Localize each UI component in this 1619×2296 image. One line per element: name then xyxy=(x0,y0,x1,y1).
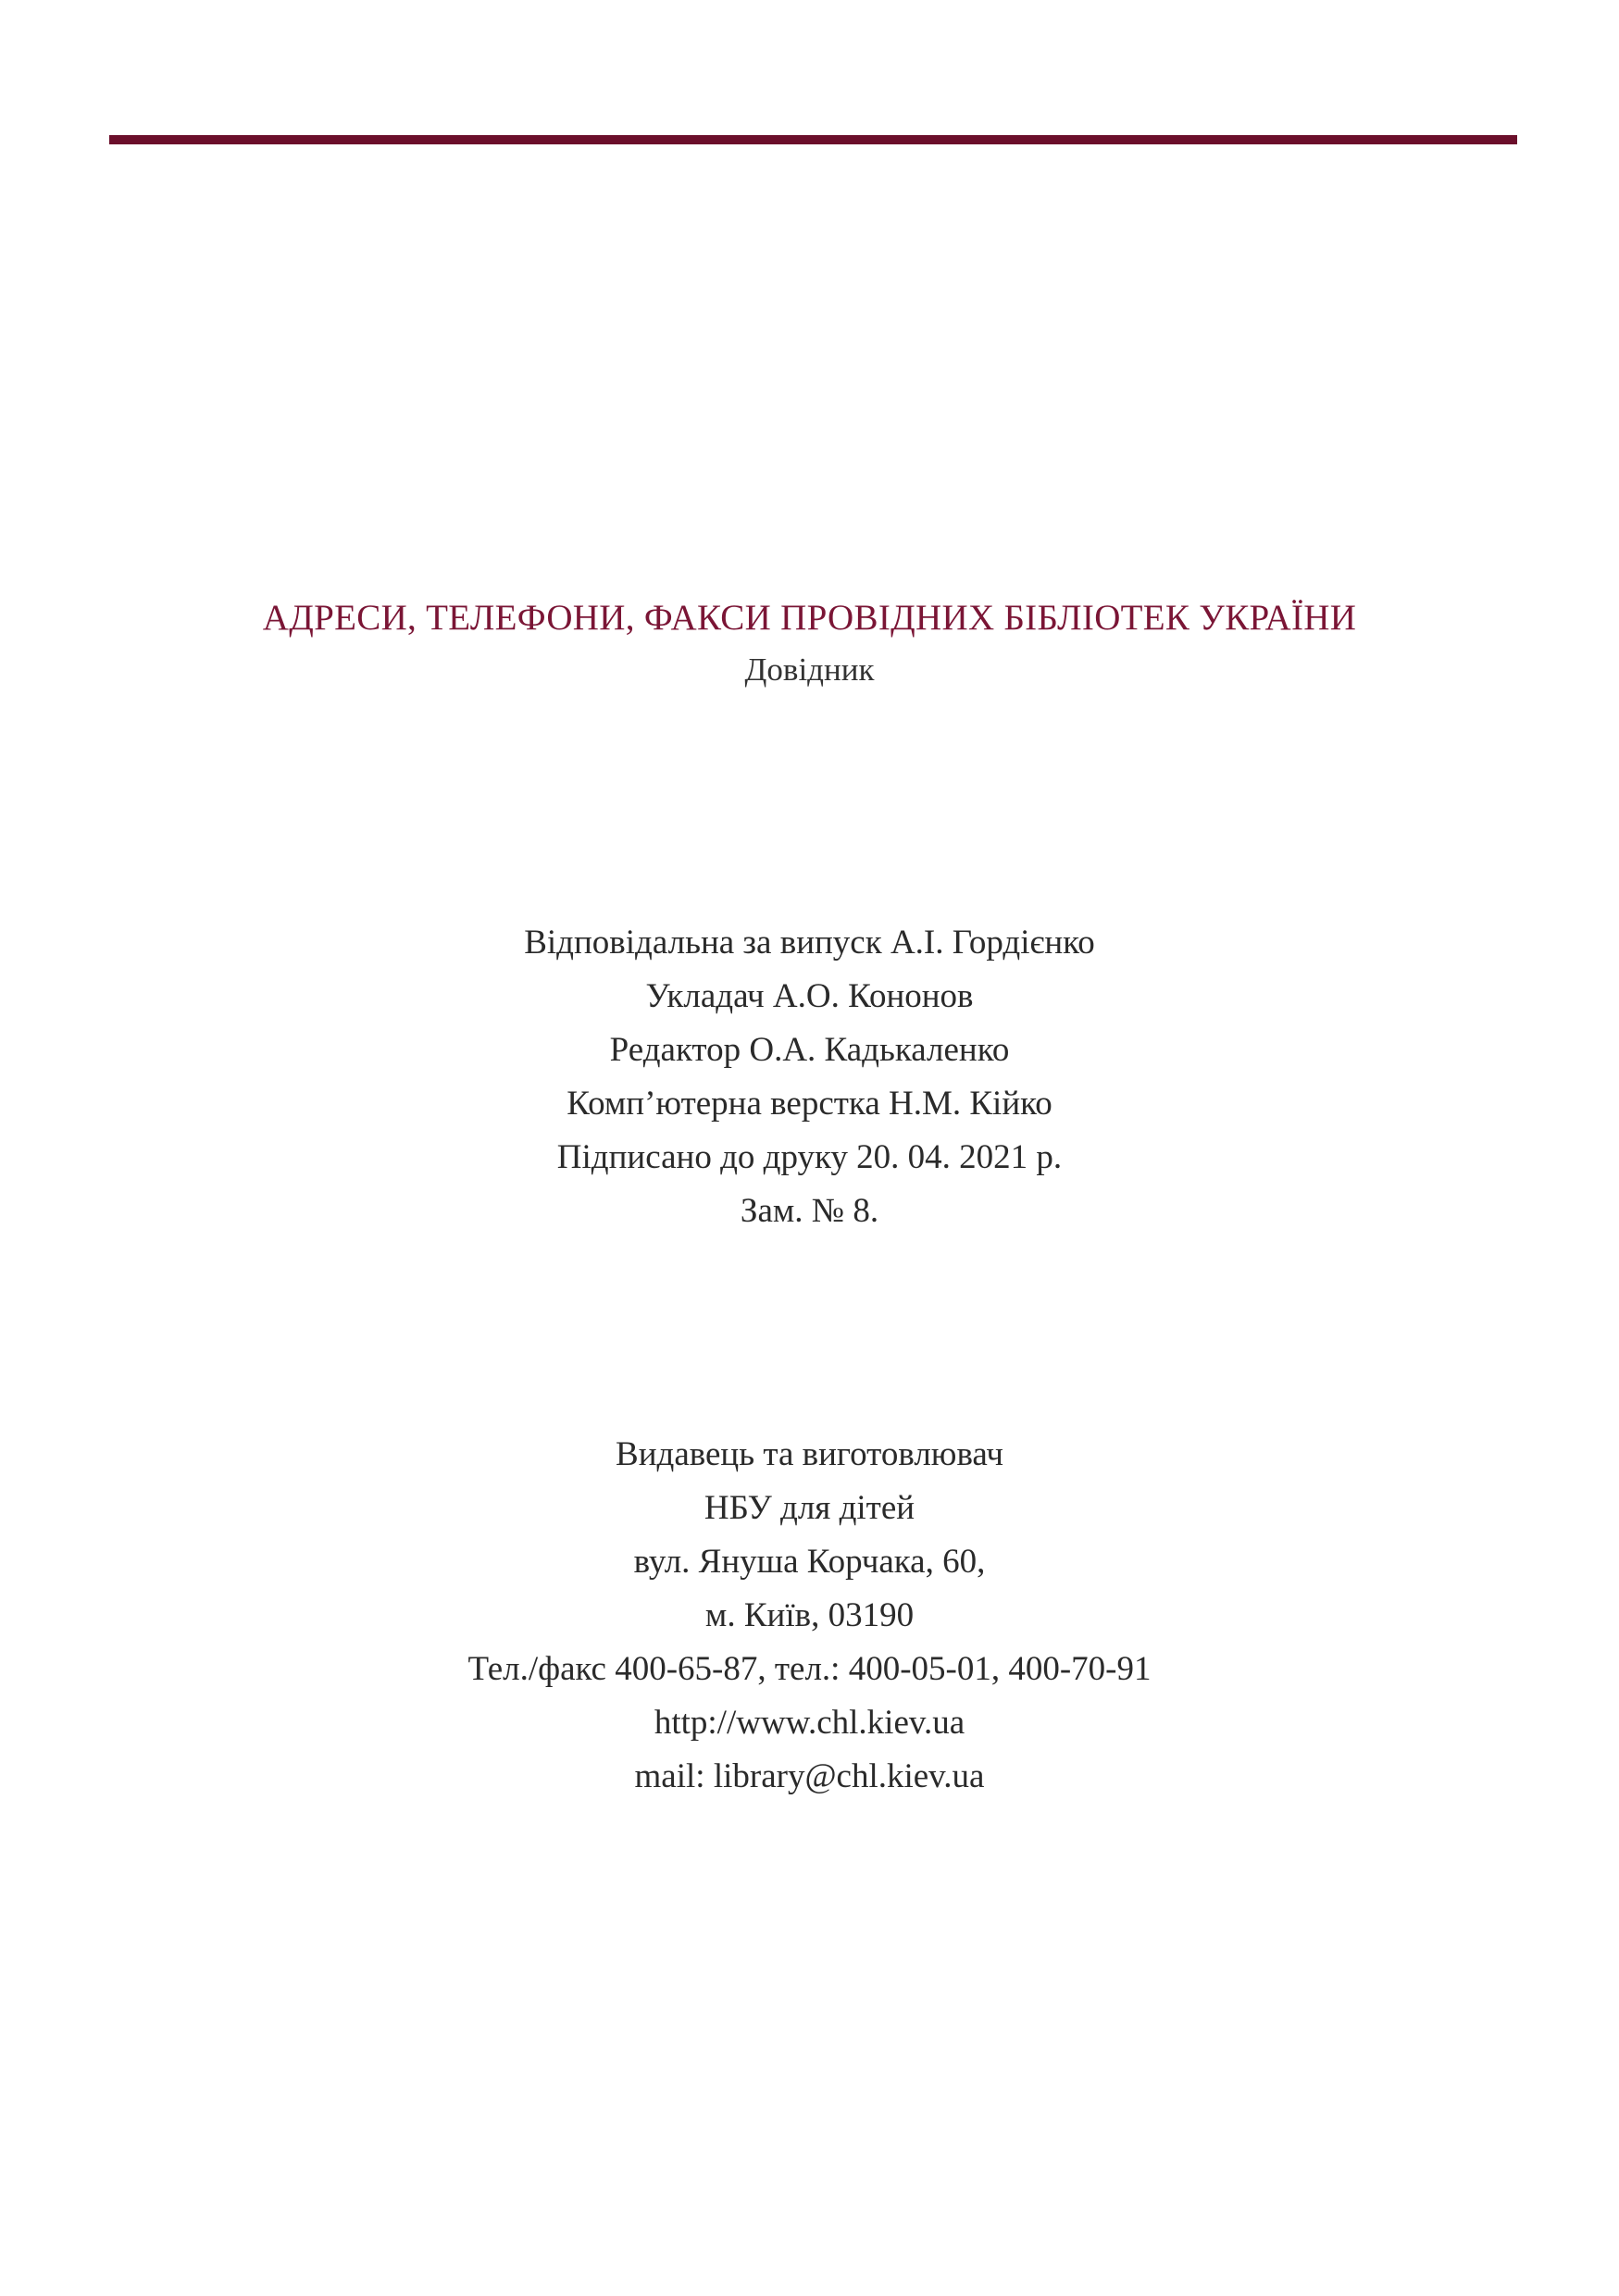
credit-signed-date: Підписано до друку 20. 04. 2021 р. xyxy=(556,1138,1063,1176)
credit-editor: Редактор О.А. Кадькаленко xyxy=(609,1031,1010,1069)
title-block xyxy=(0,592,1619,696)
document-title: АДРЕСИ, ТЕЛЕФОНИ, ФАКСИ ПРОВІДНИХ БІБЛІОТЕК УКРАЇНИ xyxy=(262,598,1357,638)
publisher-website: http://www.chl.kiev.ua xyxy=(654,1704,965,1742)
publisher-block xyxy=(0,1428,1619,1804)
publisher-street: вул. Януша Корчака, 60, xyxy=(633,1543,986,1581)
publisher-city: м. Київ, 03190 xyxy=(704,1596,915,1634)
credit-layout: Комп’ютерна верстка Н.М. Кійко xyxy=(567,1085,1052,1123)
publisher-heading: Видавець та виготовлювач xyxy=(616,1435,1003,1473)
credit-compiler: Укладач А.О. Кононов xyxy=(645,977,974,1015)
top-divider xyxy=(109,135,1517,144)
publisher-phones: Тел./факс 400-65-87, тел.: 400-05-01, 400-70-91 xyxy=(467,1650,1152,1688)
credit-responsible: Відповідальна за випуск А.І. Гордієнко xyxy=(524,924,1095,962)
document-subtitle: Довідник xyxy=(744,652,875,688)
publisher-name: НБУ для дітей xyxy=(704,1489,915,1527)
publisher-email: mail: library@chl.kiev.ua xyxy=(634,1757,985,1795)
credit-order-number: Зам. № 8. xyxy=(740,1192,879,1230)
credits-block xyxy=(0,916,1619,1238)
